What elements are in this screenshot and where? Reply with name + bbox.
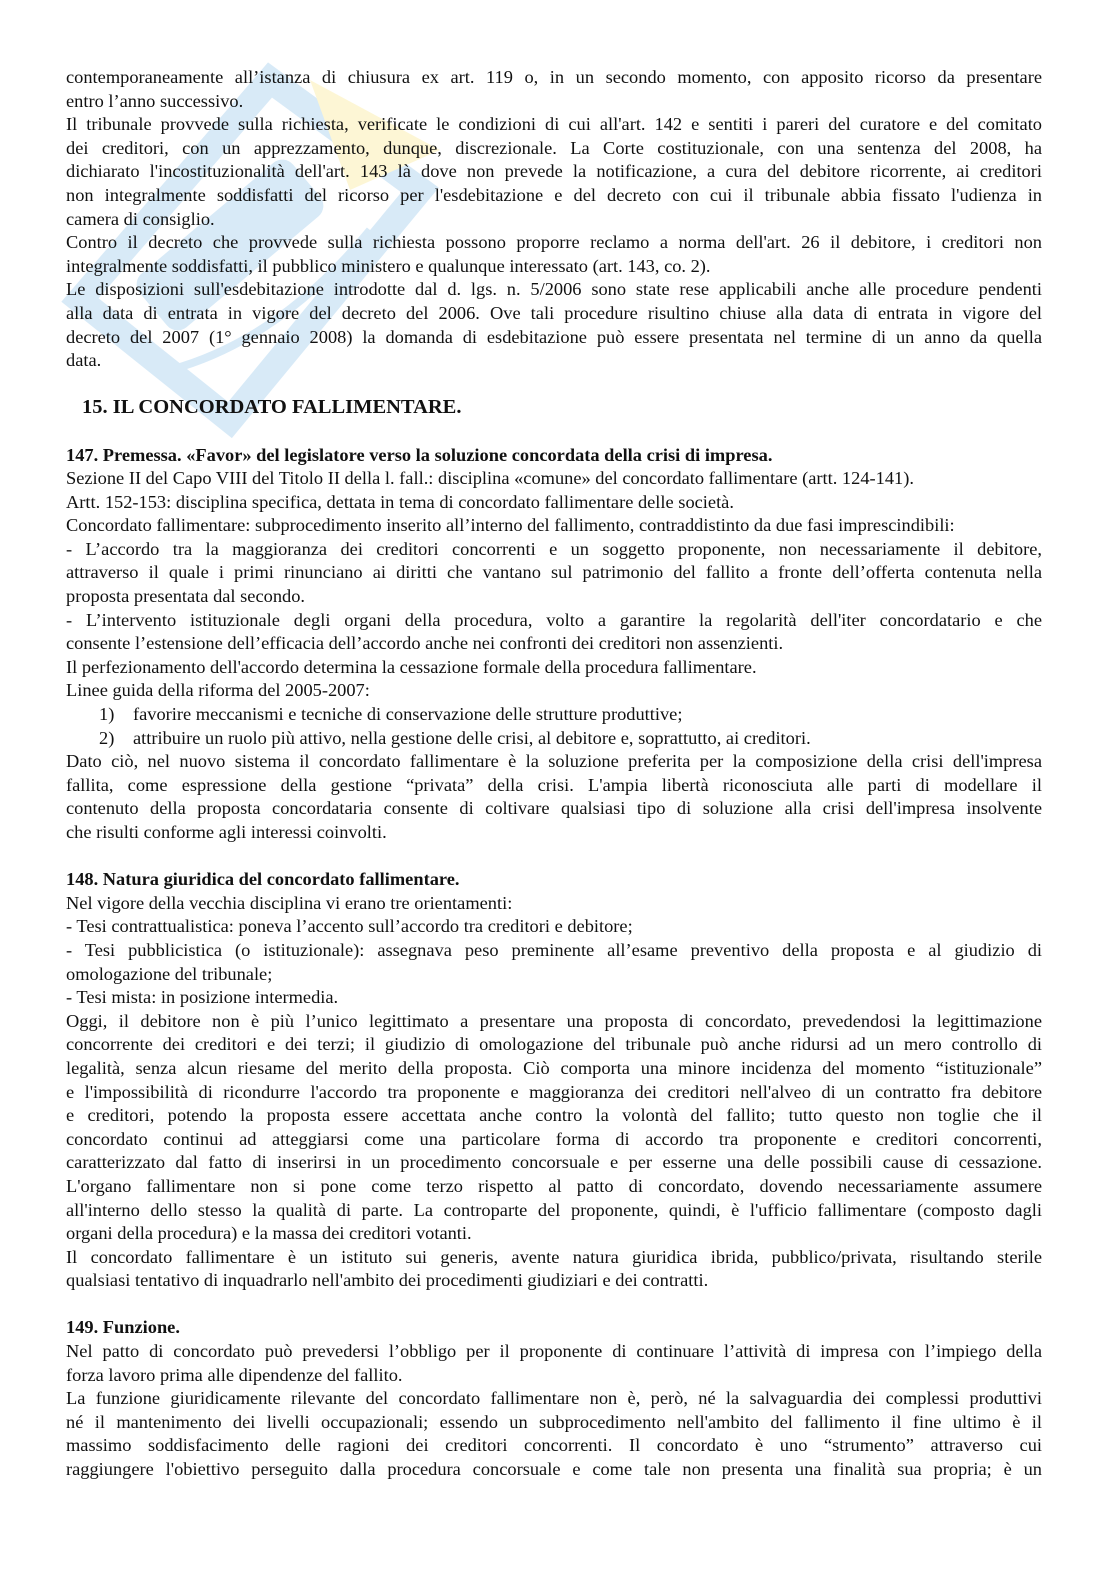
text-line: all'interno dello stesso la qualità di parte. La controparte del proponente, quindi, è l'ufficio fallimentare (composto dagli [66, 1199, 1042, 1220]
paragraph [66, 679, 1042, 703]
list-item [66, 703, 1042, 727]
text-line: e l'impossibilità di ricondurre l'accordo tra proponente e maggioranza dei creditori nell'alveo di un contratto fra debitore [66, 1081, 1042, 1102]
section-heading: 149. Funzione. [66, 1317, 180, 1338]
chapter-heading: 15. IL CONCORDATO FALLIMENTARE. [82, 396, 462, 419]
paragraph [66, 939, 1042, 986]
text-line: contemporaneamente all’istanza di chiusura ex art. 119 o, in un secondo momento, con apposito ricorso da presentare [66, 67, 1042, 87]
text-line: non integralmente soddisfatti del ricorso per l'esdebitazione e del decreto con cui il tribunale abbia fissato l'udienza in [66, 184, 1042, 205]
text-line: Oggi, il debitore non è più l’unico legittimato a presentare una proposta di concordato, prevedendosi la legittimazione [66, 1010, 1042, 1031]
text-line: integralmente soddisfatti, il pubblico ministero e qualunque interessato (art. 143, co. 2). [66, 255, 711, 276]
text-line: Le disposizioni sull'esdebitazione introdotte dal d. lgs. n. 5/2006 sono state rese applicabili anche alle procedure pendenti [66, 279, 1042, 300]
list-item-text: attribuire un ruolo più attivo, nella gestione delle crisi, al debitore e, soprattutto, ai creditori. [133, 727, 811, 748]
text-line: raggiungere l'obiettivo perseguito dalla procedura concorsuale e come tale non presenta una finalità sua propria; è un [66, 1459, 1042, 1480]
list-item-number: 2) [99, 727, 115, 748]
text-line: consente l’estensione dell’efficacia dell’accordo anche nei confronti dei creditori non assenzienti. [66, 633, 784, 654]
paragraph [66, 113, 1042, 231]
text-line: dichiarato l'incostituzionalità dell'art. 143 là dove non prevede la notificazione, a cura del debitore ricorrente, ai creditori [66, 161, 1042, 182]
text-line: entro l’anno successivo. [66, 90, 244, 111]
text-line: data. [66, 350, 102, 371]
text-line: forza lavoro prima alle dipendenze del fallito. [66, 1364, 403, 1385]
paragraph [66, 278, 1042, 372]
text-line: Artt. 152-153: disciplina specifica, dettata in tema di concordato fallimentare delle società. [66, 491, 734, 512]
paragraph [66, 609, 1042, 656]
text-line: camera di consiglio. [66, 208, 215, 229]
text-line: Il tribunale provvede sulla richiesta, verificate le condizioni di cui all'art. 142 e sentiti i pareri del curatore e del comitato [66, 114, 1042, 135]
text-line: Nel patto di concordato può prevedersi l’obbligo per il proponente di continuare l’attività di impresa con l’impiego della [66, 1341, 1042, 1362]
text-line: Nel vigore della vecchia disciplina vi erano tre orientamenti: [66, 892, 513, 913]
paragraph [66, 1340, 1042, 1387]
text-line: Il perfezionamento dell'accordo determina la cessazione formale della procedura fallimentare. [66, 656, 757, 677]
text-line: né il mantenimento dei livelli occupazionali; essendo un subprocedimento nell'ambito del fallimento il fine ultimo è il [66, 1411, 1042, 1432]
paragraph [66, 1246, 1042, 1293]
text-line: alla data di entrata in vigore del decreto del 2006. Ove tali procedure risultino chiuse alla data di entrata in vigore del [66, 302, 1042, 323]
paragraph [66, 231, 1042, 278]
section-heading: 148. Natura giuridica del concordato fallimentare. [66, 869, 460, 890]
text-line: Il concordato fallimentare è un istituto sui generis, avente natura giuridica ibrida, pubblico/privata, risultando sterile [66, 1246, 1042, 1267]
section-heading: 147. Premessa. «Favor» del legislatore verso la soluzione concordata della crisi di impresa. [66, 444, 773, 465]
paragraph [66, 986, 1042, 1010]
paragraph [66, 1387, 1042, 1481]
paragraph [66, 750, 1042, 844]
text-line: Dato ciò, nel nuovo sistema il concordato fallimentare è la soluzione preferita per la composizione della crisi dell'impresa [66, 751, 1042, 772]
text-line: - Tesi pubblicistica (o istituzionale): assegnava peso preminente all’esame preventivo della proposta e al giudizio di [66, 939, 1042, 960]
text-line: massimo soddisfacimento delle ragioni dei creditori concorrenti. Il concordato è uno “strumento” attraverso cui [66, 1435, 1042, 1456]
text-line: legalità, senza alcun riesame del merito della proposta. Ciò comporta una minore incidenza del momento “istituzionale” [66, 1057, 1042, 1078]
text-line: Linee guida della riforma del 2005-2007: [66, 680, 370, 701]
list-item-number: 1) [99, 704, 115, 725]
paragraph [66, 656, 1042, 680]
text-line: dei creditori, con un apprezzamento, dunque, discrezionale. La Corte costituzionale, con una sentenza del 2008, ha [66, 137, 1042, 158]
text-line: concorrente dei creditori e dei terzi; il giudizio di omologazione del tribunale può anche ridursi ad un mero controllo di [66, 1034, 1042, 1055]
paragraph [66, 491, 1042, 515]
text-line: - Tesi contrattualistica: poneva l’accento sull’accordo tra creditori e debitore; [66, 916, 633, 937]
text-line: Sezione II del Capo VIII del Titolo II della l. fall.: disciplina «comune» del concordato fallimentare (artt. 124-141). [66, 468, 914, 489]
paragraph [66, 66, 1042, 113]
text-line: fallita, come espressione della gestione “privata” della crisi. L'ampia libertà riconosciuta alle parti di modellare il [66, 774, 1042, 795]
text-line: Contro il decreto che provvede sulla richiesta possono proporre reclamo a norma dell'art. 26 il debitore, i creditori non [66, 232, 1042, 253]
text-line: omologazione del tribunale; [66, 963, 273, 984]
text-line: organi della procedura) e la massa dei creditori votanti. [66, 1223, 472, 1244]
paragraph [66, 514, 1042, 538]
text-line: L'organo fallimentare non si pone come terzo rispetto al patto di concordato, dovendo necessariamente assumere [66, 1175, 1042, 1196]
paragraph [66, 915, 1042, 939]
text-line: decreto del 2007 (1° gennaio 2008) la domanda di esdebitazione può essere presentata nel termine di un anno da quella [66, 326, 1042, 347]
text-line: attraverso il quale i primi rinunciano ai diritti che vantano sul patrimonio del fallito a fronte dell’offerta contenuta nella [66, 562, 1042, 583]
paragraph [66, 467, 1042, 491]
text-line: e creditori, potendo la proposta essere accettata anche contro la volontà del fallito; tutto questo non toglie che il [66, 1105, 1042, 1126]
text-line: Concordato fallimentare: subprocedimento inserito all’interno del fallimento, contraddistinto da due fasi imprescindibili: [66, 515, 955, 536]
document-page [66, 66, 1042, 1482]
text-line: - L’accordo tra la maggioranza dei creditori concorrenti e un soggetto proponente, non necessariamente il debitore, [66, 538, 1042, 559]
text-line: La funzione giuridicamente rilevante del concordato fallimentare non è, però, né la salvaguardia dei complessi produttivi [66, 1388, 1042, 1409]
paragraph [66, 1010, 1042, 1246]
paragraph [66, 538, 1042, 609]
list-item-text: favorire meccanismi e tecniche di conservazione delle strutture produttive; [133, 704, 683, 725]
text-line: qualsiasi tentativo di inquadrarlo nell'ambito dei procedimenti giudiziari e dei contratti. [66, 1270, 709, 1291]
text-line: - Tesi mista: in posizione intermedia. [66, 987, 339, 1008]
text-line: contenuto della proposta concordataria consente di coltivare qualsiasi tipo di soluzione alla crisi dell'impresa insolvente [66, 798, 1042, 819]
paragraph [66, 892, 1042, 916]
text-line: caratterizzato dal fatto di inserirsi in un procedimento concorsuale e per esserne una delle possibili cause di cessazione. [66, 1152, 1042, 1173]
text-line: concordato continui ad atteggiarsi come una particolare forma di accordo tra proponente e creditori concorrenti, [66, 1128, 1042, 1149]
list-item [66, 727, 1042, 751]
text-line: - L’intervento istituzionale degli organi della procedura, volto a garantire la regolarità dell'iter concordatario e che [66, 609, 1042, 630]
text-line: proposta presentata dal secondo. [66, 586, 305, 607]
text-line: che risulti conforme agli interessi coinvolti. [66, 822, 387, 842]
